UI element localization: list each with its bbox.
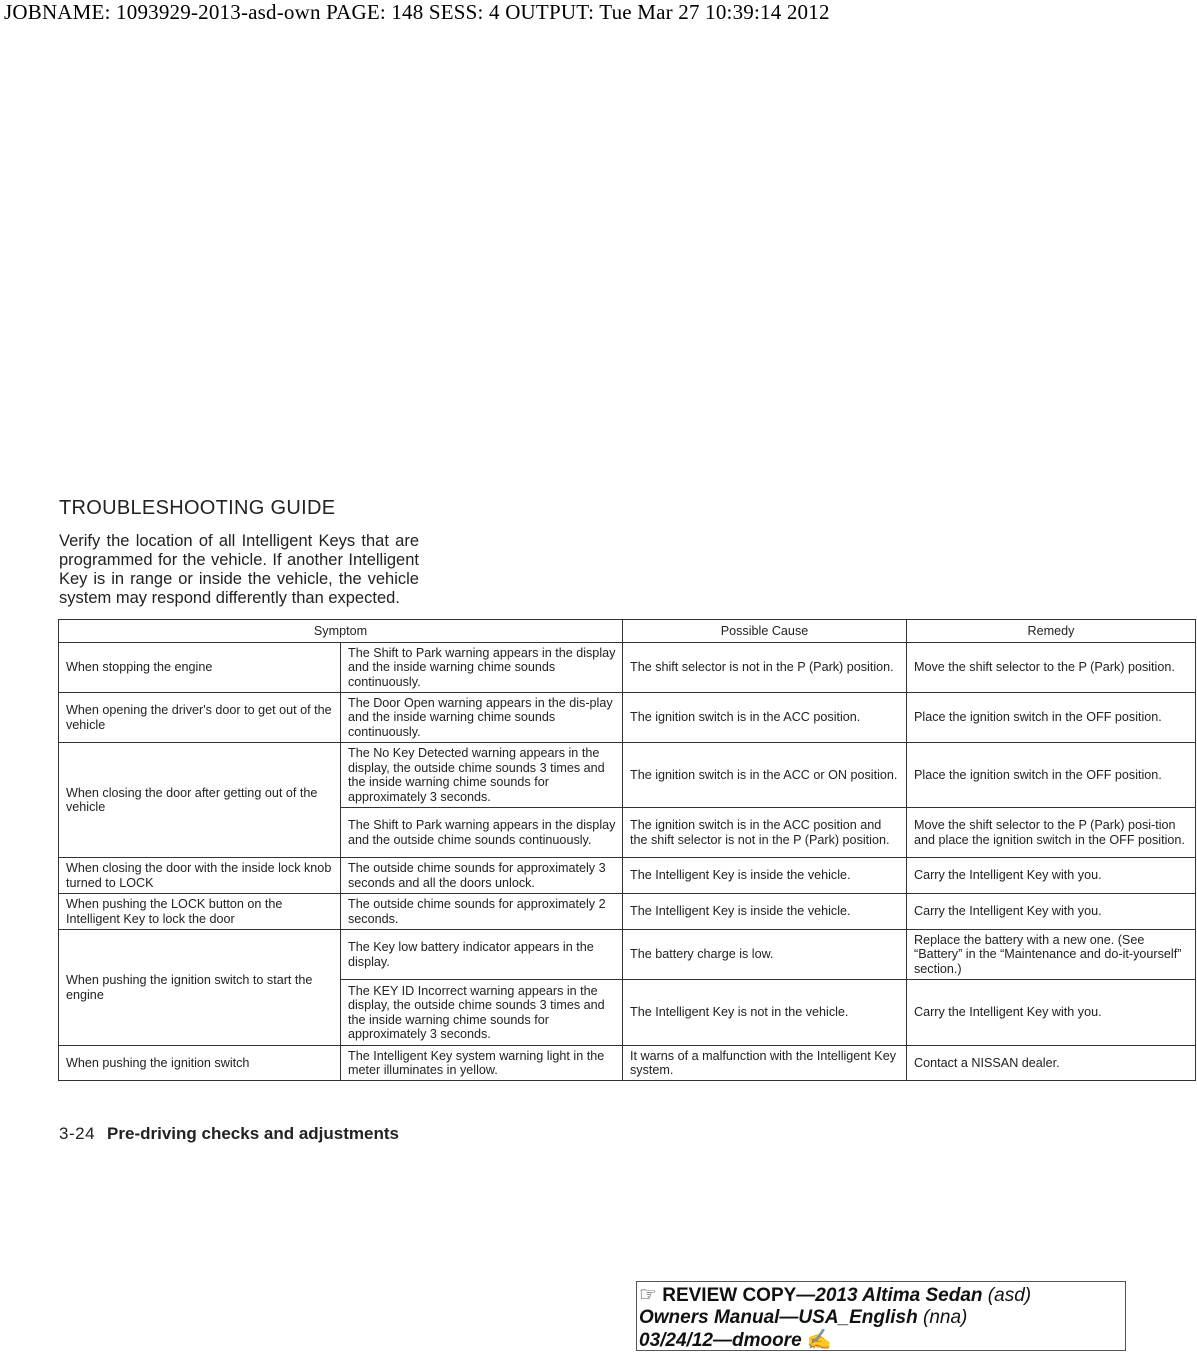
symptom-cell: When pushing the ignition switch to start the engine [59, 930, 341, 1046]
remedy-cell: Carry the Intelligent Key with you. [907, 894, 1196, 930]
remedy-cell: Replace the battery with a new one. (See “Battery” in the “Maintenance and do-it-yourself” section.) [907, 930, 1196, 980]
remedy-cell: Place the ignition switch in the OFF position. [907, 743, 1196, 808]
cause-cell: The ignition switch is in the ACC position. [623, 693, 907, 743]
review-manual: Owners Manual—USA_English [639, 1307, 918, 1328]
review-line-1 [639, 1284, 1125, 1307]
section-title: TROUBLESHOOTING GUIDE [59, 497, 336, 519]
symptom-detail-cell: The Key low battery indicator appears in the display. [341, 930, 623, 980]
symptom-detail-cell: The KEY ID Incorrect warning appears in the display, the outside chime sounds 3 times and the inside warning chime sounds for approximately 3 seconds. [341, 980, 623, 1046]
pointing-hand-icon: ☞ [639, 1284, 657, 1306]
remedy-cell: Move the shift selector to the P (Park) position. [907, 643, 1196, 693]
review-model: 2013 Altima Sedan [815, 1285, 983, 1306]
cause-cell: The Intelligent Key is inside the vehicle. [623, 858, 907, 894]
job-header: JOBNAME: 1093929-2013-asd-own PAGE: 148 SESS: 4 OUTPUT: Tue Mar 27 10:39:14 2012 [4, 0, 830, 24]
intro-paragraph: Verify the location of all Intelligent Keys that are programmed for the vehicle. If another Intelligent Key is in range or inside the vehicle, the vehicle system may respond differently than expected. [59, 532, 419, 607]
cause-cell: The shift selector is not in the P (Park) position. [623, 643, 907, 693]
symptom-detail-cell: The outside chime sounds for approximately 3 seconds and all the doors unlock. [341, 858, 623, 894]
footer-section-name: Pre-driving checks and adjustments [107, 1124, 399, 1143]
review-manual-code: (nna) [923, 1307, 968, 1328]
header-symptom: Symptom [59, 620, 623, 643]
symptom-cell: When closing the door with the inside lock knob turned to LOCK [59, 858, 341, 894]
table-row [59, 1046, 1196, 1081]
page-footer [59, 1124, 399, 1144]
writing-hand-icon: ✍ [806, 1329, 832, 1351]
table-row [59, 643, 1196, 693]
cause-cell: The ignition switch is in the ACC position and the shift selector is not in the P (Park) position. [623, 808, 907, 858]
remedy-cell: Carry the Intelligent Key with you. [907, 858, 1196, 894]
review-line-2 [639, 1307, 1125, 1329]
cause-cell: The battery charge is low. [623, 930, 907, 980]
table-header-row [59, 620, 1196, 643]
symptom-detail-cell: The outside chime sounds for approximately 2 seconds. [341, 894, 623, 930]
table-row [59, 743, 1196, 808]
cause-cell: It warns of a malfunction with the Intelligent Key system. [623, 1046, 907, 1081]
remedy-cell: Contact a NISSAN dealer. [907, 1046, 1196, 1081]
cause-cell: The Intelligent Key is not in the vehicle. [623, 980, 907, 1046]
review-date-user: 03/24/12—dmoore [639, 1330, 802, 1351]
table-row [59, 930, 1196, 980]
remedy-cell: Carry the Intelligent Key with you. [907, 980, 1196, 1046]
symptom-cell: When closing the door after getting out of the vehicle [59, 743, 341, 858]
symptom-cell: When opening the driver's door to get out of the vehicle [59, 693, 341, 743]
table-row [59, 894, 1196, 930]
page-number: 3-24 [59, 1124, 96, 1143]
symptom-cell: When pushing the ignition switch [59, 1046, 341, 1081]
symptom-detail-cell: The Door Open warning appears in the dis-play and the inside warning chime sounds continuously. [341, 693, 623, 743]
troubleshooting-table [58, 619, 1196, 1081]
symptom-cell: When pushing the LOCK button on the Intelligent Key to lock the door [59, 894, 341, 930]
review-label: REVIEW COPY— [662, 1285, 816, 1306]
table-row [59, 858, 1196, 894]
review-line-3 [639, 1329, 1125, 1352]
remedy-cell: Move the shift selector to the P (Park) posi-tion and place the ignition switch in the OFF position. [907, 808, 1196, 858]
review-model-code: (asd) [987, 1285, 1032, 1306]
cause-cell: The ignition switch is in the ACC or ON position. [623, 743, 907, 808]
symptom-detail-cell: The No Key Detected warning appears in the display, the outside chime sounds 3 times and the inside warning chime sounds for approximately 3 seconds. [341, 743, 623, 808]
header-possible-cause: Possible Cause [623, 620, 907, 643]
cause-cell: The Intelligent Key is inside the vehicle. [623, 894, 907, 930]
remedy-cell: Place the ignition switch in the OFF position. [907, 693, 1196, 743]
symptom-detail-cell: The Shift to Park warning appears in the display and the inside warning chime sounds continuously. [341, 643, 623, 693]
symptom-detail-cell: The Shift to Park warning appears in the display and the outside chime sounds continuously. [341, 808, 623, 858]
table-row [59, 693, 1196, 743]
symptom-detail-cell: The Intelligent Key system warning light in the meter illuminates in yellow. [341, 1046, 623, 1081]
symptom-cell: When stopping the engine [59, 643, 341, 693]
review-copy-box [636, 1281, 1126, 1351]
header-remedy: Remedy [907, 620, 1196, 643]
